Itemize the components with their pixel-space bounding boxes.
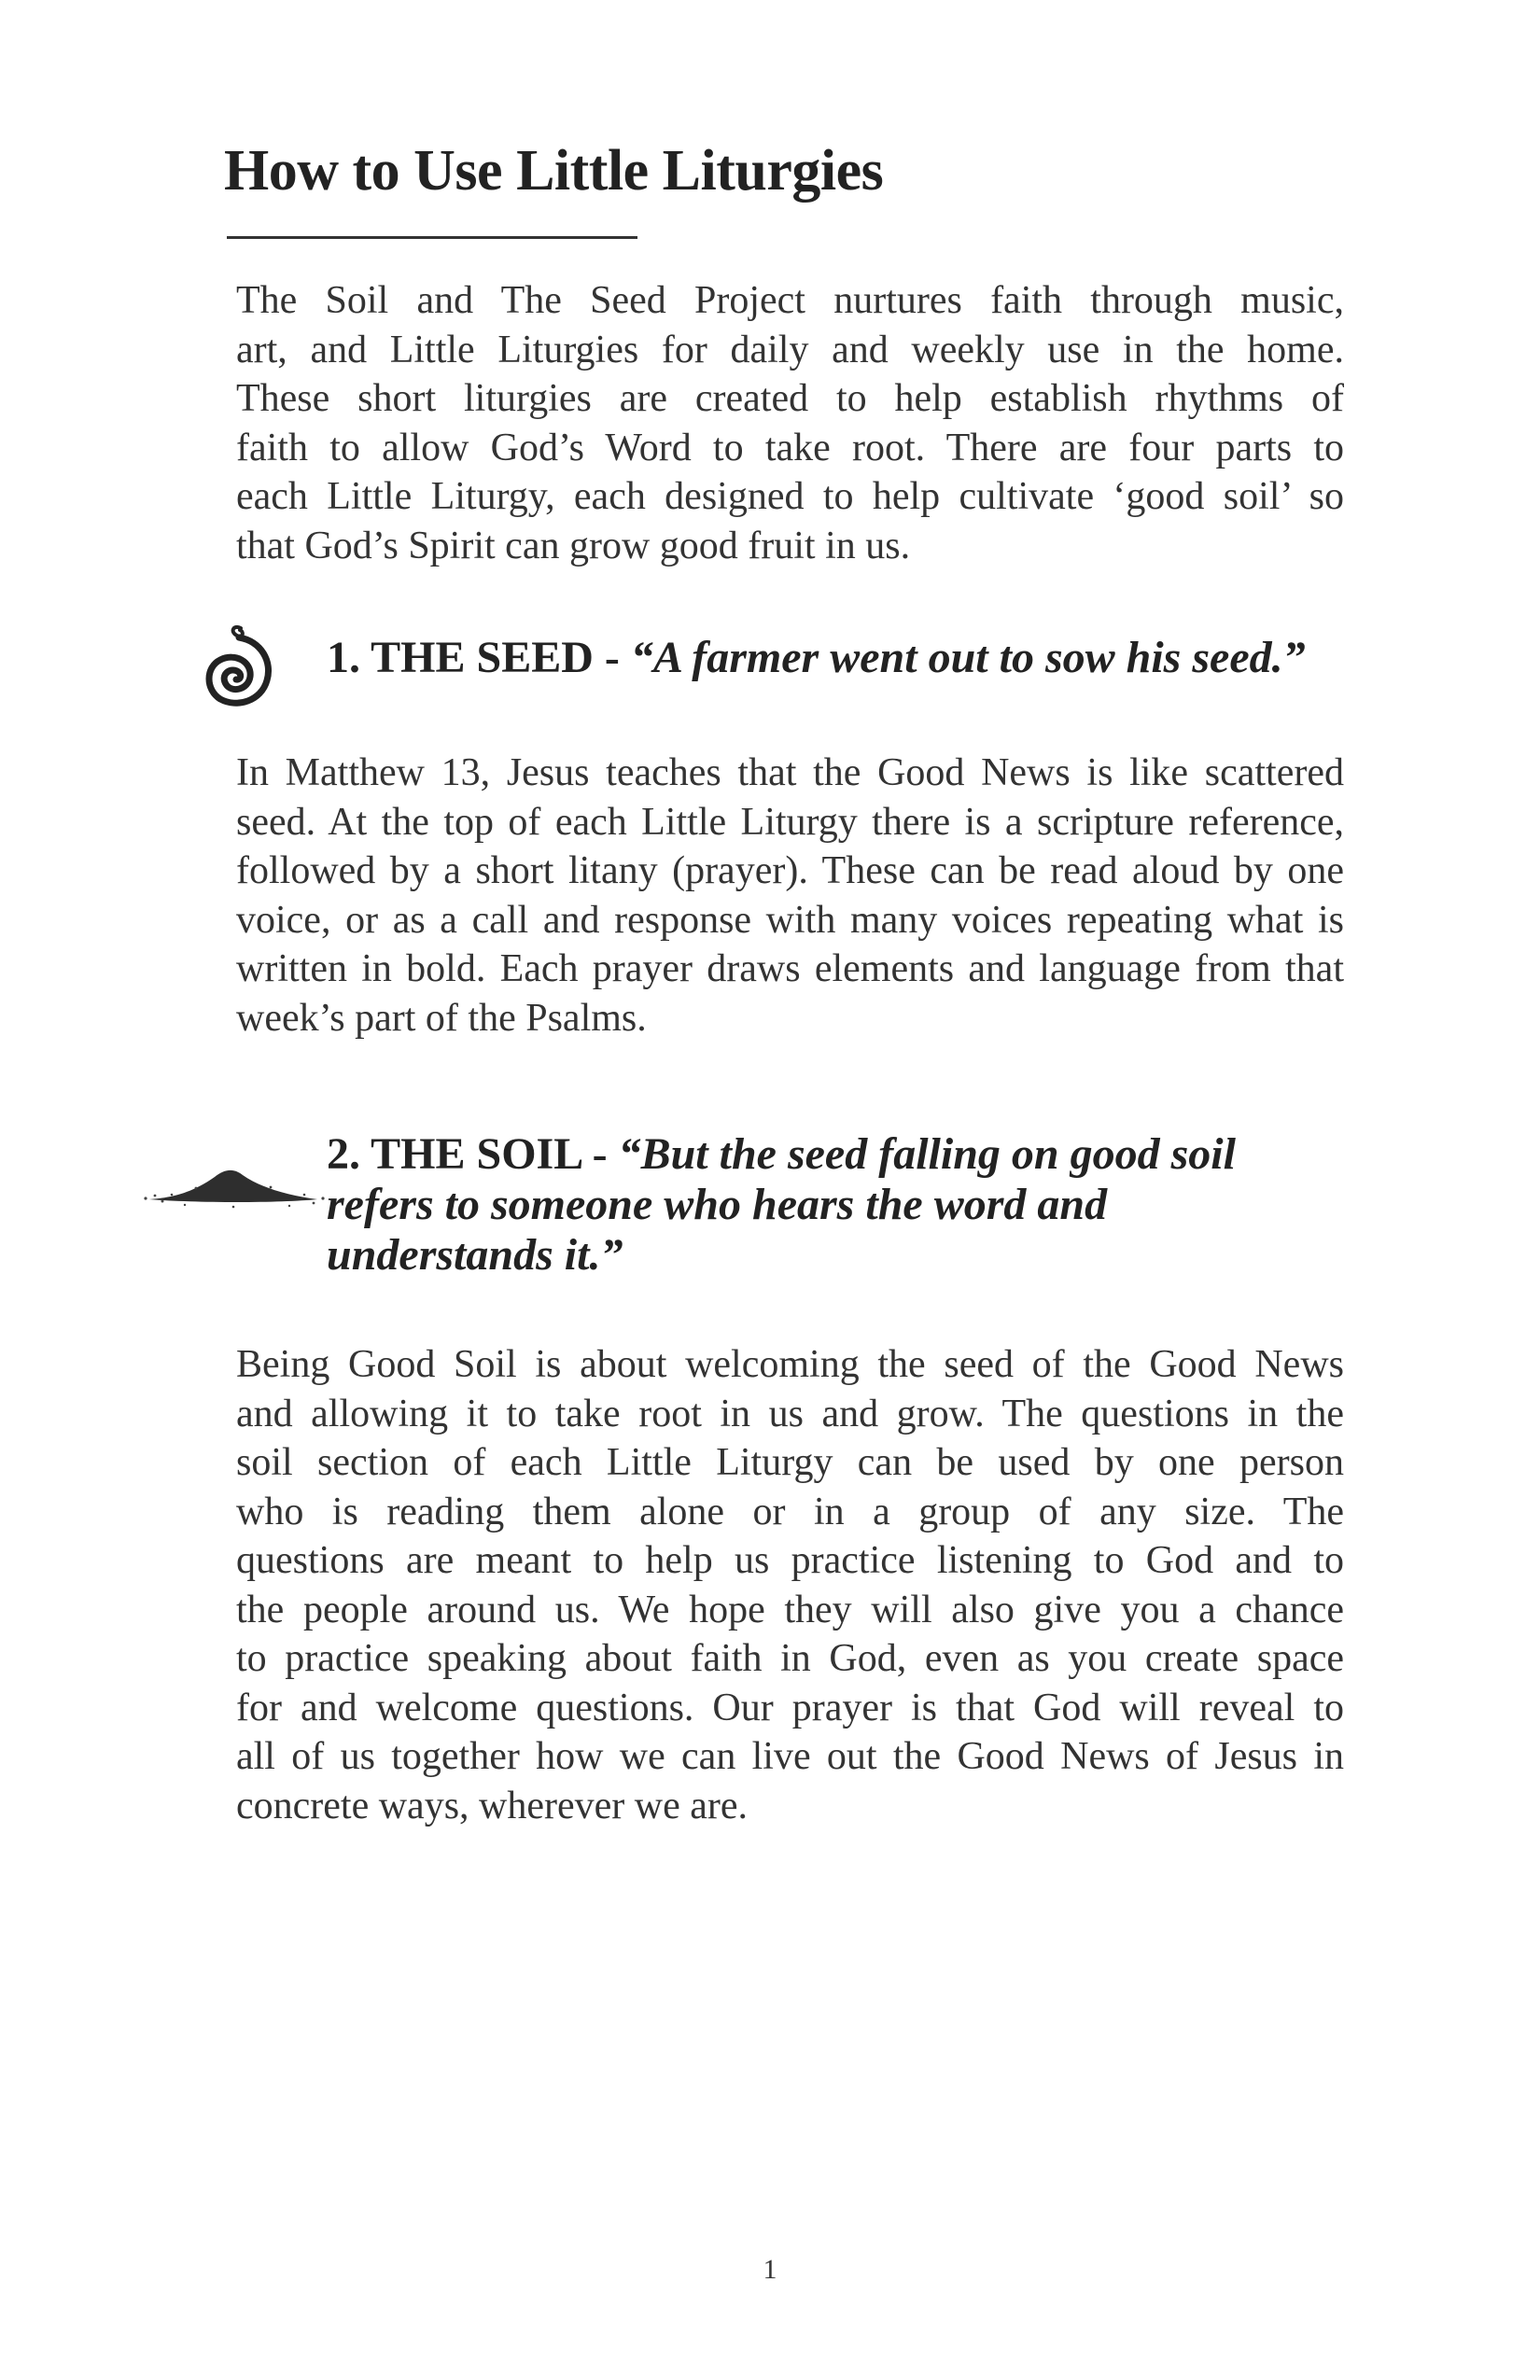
seed-line: week’s part of the Psalms. <box>236 996 647 1040</box>
section-heading-label: 2. THE SOIL - <box>327 1129 619 1179</box>
spiral-seed-icon <box>196 621 280 714</box>
soil-line: soil section of each Little Liturgy can be used by one person <box>236 1441 1344 1484</box>
title-underline-divider <box>227 236 637 239</box>
soil-line: for and welcome questions. Our prayer is that God will reveal to <box>236 1686 1344 1729</box>
seed-line: seed. At the top of each Little Liturgy there is a scripture reference, <box>236 800 1344 844</box>
soil-line: all of us together how we can live out the Good News of Jesus in <box>236 1735 1344 1778</box>
soil-paragraph <box>236 1340 1344 1830</box>
page-title: How to Use Little Liturgies <box>224 139 884 203</box>
intro-line: These short liturgies are created to help establish rhythms of <box>236 377 1344 420</box>
seed-line: followed by a short litany (prayer). These can be read aloud by one <box>236 849 1344 892</box>
soil-line: concrete ways, wherever we are. <box>236 1784 749 1827</box>
soil-line: and allowing it to take root in us and grow. The questions in the <box>236 1392 1344 1435</box>
soil-line: Being Good Soil is about welcoming the seed of the Good News <box>236 1343 1344 1386</box>
section-heading-quote-line: refers to someone who hears the word and <box>327 1180 1108 1229</box>
section-heading-soil <box>327 1129 1236 1281</box>
intro-line: that God’s Spirit can grow good fruit in us. <box>236 524 911 567</box>
section-heading-quote-line: understands it.” <box>327 1230 623 1280</box>
soil-line: the people around us. We hope they will also give you a chance <box>236 1588 1344 1631</box>
section-heading-label: 1. THE SEED - <box>327 633 631 682</box>
intro-line: art, and Little Liturgies for daily and weekly use in the home. <box>236 328 1344 371</box>
intro-line: faith to allow God’s Word to take root. There are four parts to <box>236 426 1344 469</box>
section-heading-seed <box>327 633 1306 683</box>
page-number: 1 <box>763 2254 777 2285</box>
soil-line: to practice speaking about faith in God, even as you create space <box>236 1637 1344 1680</box>
soil-mound-icon <box>140 1162 327 1218</box>
seed-line: written in bold. Each prayer draws elements and language from that <box>236 947 1344 990</box>
section-heading-quote: “A farmer went out to sow his seed.” <box>630 633 1306 682</box>
seed-line: voice, or as a call and response with many voices repeating what is <box>236 898 1344 942</box>
section-heading-quote-line: “But the seed falling on good soil <box>618 1129 1236 1179</box>
seed-paragraph <box>236 749 1344 1043</box>
intro-line: The Soil and The Seed Project nurtures faith through music, <box>236 279 1344 322</box>
seed-line: In Matthew 13, Jesus teaches that the Good News is like scattered <box>236 751 1344 794</box>
soil-line: who is reading them alone or in a group of any size. The <box>236 1490 1344 1533</box>
intro-paragraph <box>236 276 1344 570</box>
soil-line: questions are meant to help us practice listening to God and to <box>236 1539 1344 1582</box>
intro-line: each Little Liturgy, each designed to help cultivate ‘good soil’ so <box>236 475 1344 518</box>
